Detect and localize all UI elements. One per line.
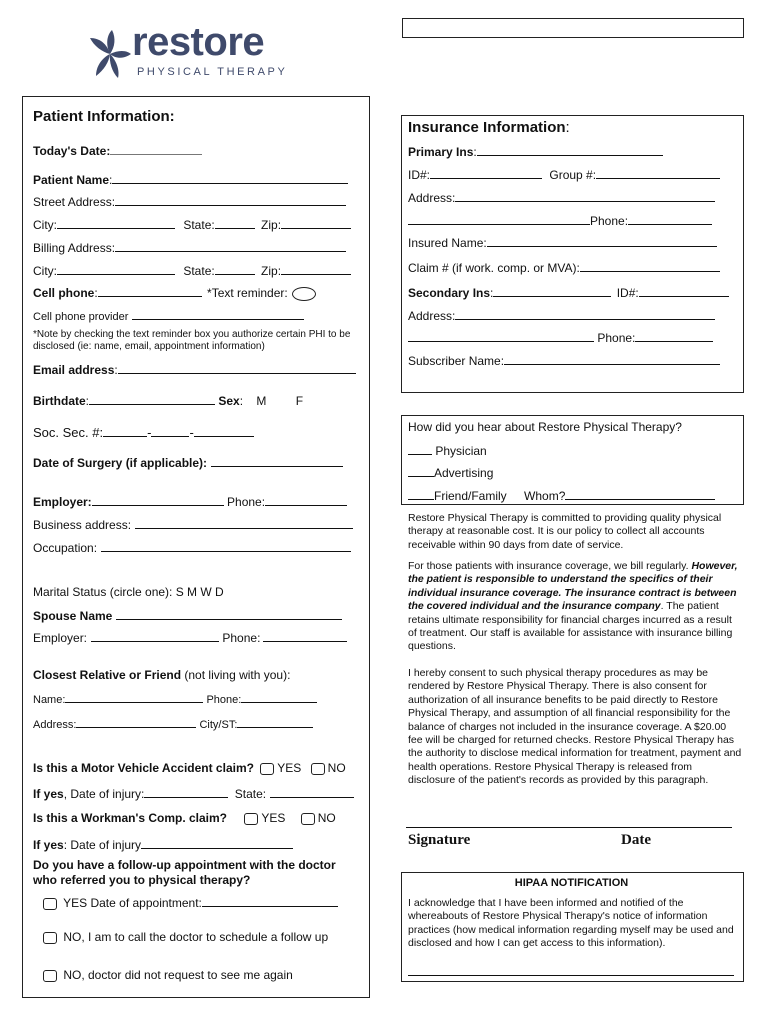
employer-field[interactable]	[92, 494, 224, 506]
policy-paragraph-2	[408, 560, 740, 654]
wc-injury-label: : Date of injury	[63, 838, 142, 852]
ins-address-label: Address:	[408, 191, 456, 205]
cell-provider-field[interactable]	[132, 308, 304, 320]
spouse-phone-label: Phone:	[222, 631, 261, 645]
todays-date-field[interactable]	[110, 143, 202, 155]
billing-address-field[interactable]	[115, 240, 346, 252]
state-label: State:	[183, 264, 215, 278]
wc-yes-checkbox[interactable]	[244, 813, 258, 825]
relative-address-field[interactable]	[76, 716, 196, 728]
id-field[interactable]	[430, 167, 542, 179]
email-field[interactable]	[118, 362, 356, 374]
mva-yes-label: YES	[277, 761, 302, 775]
city-field[interactable]	[57, 263, 175, 275]
todays-date-label: Today's Date:	[33, 144, 111, 158]
soc-sec-row: Soc. Sec. #: - -	[33, 425, 254, 440]
secondary-ins-field[interactable]	[493, 285, 611, 297]
sec-address-field[interactable]	[455, 308, 715, 320]
followup-no-request-label: NO, doctor did not request to see me again	[63, 968, 293, 982]
text-reminder-checkbox[interactable]	[292, 287, 316, 301]
hipaa-title: HIPAA NOTIFICATION	[514, 877, 629, 889]
soc-sec-field-1[interactable]	[103, 425, 147, 437]
street-address-label: Street Address:	[33, 195, 116, 209]
text-reminder-label: *Text reminder:	[207, 286, 288, 300]
sec-address-line2-field[interactable]	[408, 330, 594, 342]
insurance-heading-text: Insurance Information	[408, 119, 566, 136]
mva-injury-row	[33, 786, 354, 801]
appointment-date-field[interactable]	[202, 895, 338, 907]
patient-name-field[interactable]	[112, 172, 348, 184]
wc-no-label: NO	[317, 811, 336, 825]
followup-no-call-checkbox[interactable]	[43, 932, 57, 944]
birthdate-row: Birthdate: Sex: M F	[33, 394, 304, 408]
logo-tagline: PHYSICAL THERAPY	[137, 66, 288, 78]
zip-field[interactable]	[281, 217, 351, 229]
cell-phone-label: Cell phone	[33, 286, 95, 300]
soc-sec-field-3[interactable]	[194, 425, 254, 437]
spouse-employer-row	[33, 630, 347, 645]
insured-name-label: Insured Name:	[408, 236, 487, 250]
signature-label: Signature	[408, 832, 471, 848]
secondary-id-label: ID#:	[616, 286, 639, 300]
street-address-field[interactable]	[115, 194, 346, 206]
primary-ins-field[interactable]	[477, 144, 663, 156]
claim-row	[408, 260, 720, 275]
billing-address-label: Billing Address:	[33, 241, 116, 255]
todays-date-row	[33, 143, 202, 158]
mva-question: Is this a Motor Vehicle Accident claim?	[33, 761, 254, 775]
hipaa-text: I acknowledge that I have been informed and notified of the whereabouts of Restore Physical Therapy's notice of information practices (how medical information regarding myself may be used and disclosed and how I can get access to this information).	[408, 897, 734, 950]
spouse-name-label: Spouse Name	[33, 609, 113, 623]
referral-advertising-label: Advertising	[434, 466, 494, 480]
insured-name-field[interactable]	[487, 235, 717, 247]
phi-note-line-2: disclosed (ie: name, email, appointment information)	[33, 341, 265, 352]
referral-advertising-row	[408, 465, 493, 480]
mva-state-field[interactable]	[270, 786, 354, 798]
insurance-heading: Insurance Information:	[408, 119, 570, 136]
group-label: Group #:	[549, 168, 597, 182]
workmans-comp-question: Is this a Workman's Comp. claim?	[33, 811, 228, 825]
ins-address-field[interactable]	[455, 190, 715, 202]
policy-p2-bold: However, the patient is responsible to understand the specifics of their individual insurance coverage. The insurance contract is between the covered individual and the insurance company	[408, 560, 738, 613]
billing-address-row	[33, 240, 346, 255]
referral-question: How did you hear about Restore Physical Therapy?	[408, 420, 682, 434]
logo-flower-icon	[88, 28, 132, 80]
state-field[interactable]	[215, 263, 255, 275]
surgery-label: Date of Surgery (if applicable):	[33, 456, 208, 470]
spouse-employer-label: Employer:	[33, 631, 88, 645]
relative-address-row	[33, 716, 313, 732]
patient-heading: Patient Information:	[33, 108, 175, 125]
wc-yes-label: YES	[261, 811, 286, 825]
ins-phone-label: Phone:	[590, 214, 629, 228]
cell-phone-field[interactable]	[98, 285, 202, 297]
birthdate-label: Birthdate	[33, 394, 86, 408]
occupation-row	[33, 540, 351, 555]
sec-address-row	[408, 308, 715, 323]
logo	[88, 20, 298, 84]
mva-yes-checkbox[interactable]	[260, 763, 274, 775]
subscriber-field[interactable]	[504, 353, 720, 365]
wc-injury-field[interactable]	[141, 837, 293, 849]
referral-whom-field[interactable]	[565, 488, 715, 500]
cell-provider-label: Cell phone provider	[33, 311, 129, 323]
employer-label: Employer:	[33, 495, 92, 509]
closest-relative-label: Closest Relative or Friend	[33, 668, 182, 682]
soc-sec-label: Soc. Sec. #:	[33, 425, 104, 440]
subscriber-row	[408, 353, 720, 368]
insured-name-row	[408, 235, 717, 250]
relative-cityst-field[interactable]	[237, 716, 313, 728]
consent-paragraph: I hereby consent to such physical therapy procedures as may be rendered by Restore Physical Therapy. There is also consent for authorization of all insurance benefits to be paid directly to Restore Physical Therapy, and assumption of all financial responsibility for the balance of charges not included in the insurance coverage. A $20.00 fee will be charged for returned checks. Restore Physical Therapy has the authority to disclose medical information for treatment, payment and health operations. Restore Physical Therapy is released from disclosure of the patient's records as provided by this paragraph.	[408, 667, 742, 787]
sec-phone-row	[408, 330, 713, 345]
ins-address-line2-field[interactable]	[408, 213, 590, 225]
secondary-ins-row: Secondary Ins: ID#:	[408, 285, 729, 300]
date-label: Date	[621, 832, 651, 848]
relative-address-label: Address:	[33, 719, 77, 731]
surgery-field[interactable]	[211, 455, 343, 467]
city-row-2	[33, 263, 351, 278]
surgery-row	[33, 455, 343, 470]
state-label: State:	[183, 218, 215, 232]
email-label: Email address	[33, 363, 115, 377]
zip-label: Zip:	[261, 264, 282, 278]
soc-sec-field-2[interactable]	[151, 425, 189, 437]
referral-friend-row	[408, 488, 715, 503]
followup-yes-checkbox[interactable]	[43, 898, 57, 910]
followup-yes-row	[40, 895, 338, 910]
marital-status[interactable]: Marital Status (circle one): S M W D	[33, 585, 224, 599]
followup-no-request-row	[40, 968, 293, 982]
zip-field[interactable]	[281, 263, 351, 275]
spouse-employer-field[interactable]	[91, 630, 219, 642]
sec-phone-label: Phone:	[597, 331, 636, 345]
relative-cityst-label: City/ST:	[199, 719, 238, 731]
ins-phone-field[interactable]	[628, 213, 712, 225]
primary-ins-label: Primary Ins	[408, 145, 474, 159]
mva-injury-field[interactable]	[144, 786, 228, 798]
mva-if-yes-label: If yes	[33, 787, 64, 801]
email-row: Email address:	[33, 362, 356, 377]
referral-physician-label: Physician	[435, 444, 487, 458]
city-label: City:	[33, 218, 57, 232]
spouse-phone-field[interactable]	[263, 630, 347, 642]
secondary-id-field[interactable]	[639, 285, 729, 297]
birthdate-field[interactable]	[89, 393, 215, 405]
cell-provider-row	[33, 308, 304, 324]
subscriber-label: Subscriber Name:	[408, 354, 505, 368]
ins-phone-row	[408, 213, 712, 228]
relative-phone-label: Phone:	[206, 694, 242, 706]
workmans-comp-row	[33, 811, 336, 825]
office-use-box[interactable]	[402, 18, 744, 38]
referral-friend-label: Friend/Family	[434, 489, 507, 503]
followup-no-call-row	[40, 930, 328, 944]
occupation-label: Occupation:	[33, 541, 98, 555]
id-label: ID#:	[408, 168, 431, 182]
referral-friend-field[interactable]	[408, 488, 434, 500]
spouse-name-row	[33, 608, 342, 623]
hipaa-signature-line[interactable]	[408, 975, 734, 976]
cell-phone-row: Cell phone: *Text reminder:	[33, 285, 316, 301]
mva-no-label: NO	[327, 761, 346, 775]
followup-no-call-label: NO, I am to call the doctor to schedule a follow up	[63, 930, 329, 944]
zip-label: Zip:	[261, 218, 282, 232]
mva-state-label: State:	[234, 787, 267, 801]
relative-phone-field[interactable]	[241, 691, 317, 703]
patient-name-row: Patient Name:	[33, 172, 348, 187]
closest-relative-row	[33, 668, 290, 682]
policy-paragraph-1: Restore Physical Therapy is committed to providing quality physical therapy at reasonable cost. It is our policy to collect all accounts receivable within 90 days from date of service.	[408, 512, 722, 551]
sex-m[interactable]: M	[256, 394, 267, 408]
wc-if-yes-label: If yes	[33, 838, 64, 852]
relative-name-field[interactable]	[65, 691, 203, 703]
spouse-name-field[interactable]	[116, 608, 342, 620]
patient-name-label: Patient Name	[33, 173, 110, 187]
wc-injury-row	[33, 837, 293, 852]
followup-yes-label: YES Date of appointment:	[63, 896, 202, 910]
city-row-1	[33, 217, 351, 232]
ins-address-row	[408, 190, 715, 205]
city-label: City:	[33, 264, 57, 278]
claim-field[interactable]	[580, 260, 720, 272]
mva-no-checkbox[interactable]	[311, 763, 325, 775]
policy-p2-rest: . The patient retains ultimate responsibility for financial charges incurred as a result of treatment. Our staff is available for assistance with insurance billing questions.	[408, 600, 733, 653]
primary-ins-row: Primary Ins:	[408, 144, 663, 159]
business-address-field[interactable]	[135, 517, 353, 529]
mva-row	[33, 761, 346, 775]
relative-name-row	[33, 691, 317, 707]
logo-wordmark: restore	[132, 20, 265, 64]
followup-question-1: Do you have a follow-up appointment with the doctor	[33, 858, 336, 872]
business-address-row	[33, 517, 353, 532]
policy-p2-intro: For those patients with insurance coverage, we bill regularly.	[408, 560, 689, 572]
referral-whom-label: Whom?	[524, 489, 566, 503]
business-address-label: Business address:	[33, 518, 132, 532]
referral-advertising-field[interactable]	[408, 465, 434, 477]
sex-label: Sex	[218, 394, 240, 408]
sex-f[interactable]: F	[295, 394, 304, 408]
wc-no-checkbox[interactable]	[301, 813, 315, 825]
state-field[interactable]	[215, 217, 255, 229]
followup-question-2: who referred you to physical therapy?	[33, 873, 251, 887]
occupation-field[interactable]	[101, 540, 351, 552]
signature-line[interactable]	[406, 827, 732, 828]
group-field[interactable]	[596, 167, 720, 179]
employer-phone-field[interactable]	[265, 494, 347, 506]
secondary-ins-label: Secondary Ins	[408, 286, 491, 300]
followup-no-request-checkbox[interactable]	[43, 970, 57, 982]
city-field[interactable]	[57, 217, 175, 229]
sec-address-label: Address:	[408, 309, 456, 323]
referral-physician-row	[408, 443, 487, 458]
closest-relative-note: (not living with you):	[184, 668, 291, 682]
mva-injury-label: , Date of injury:	[63, 787, 145, 801]
relative-name-label: Name:	[33, 694, 66, 706]
employer-row	[33, 494, 347, 509]
phi-note-line-1: *Note by checking the text reminder box you authorize certain PHI to be	[33, 329, 351, 340]
sec-phone-field[interactable]	[635, 330, 713, 342]
claim-label: Claim # (if work. comp. or MVA):	[408, 261, 580, 275]
id-group-row	[408, 167, 720, 182]
employer-phone-label: Phone:	[227, 495, 266, 509]
referral-physician-field[interactable]	[408, 443, 432, 455]
street-address-row	[33, 194, 346, 209]
